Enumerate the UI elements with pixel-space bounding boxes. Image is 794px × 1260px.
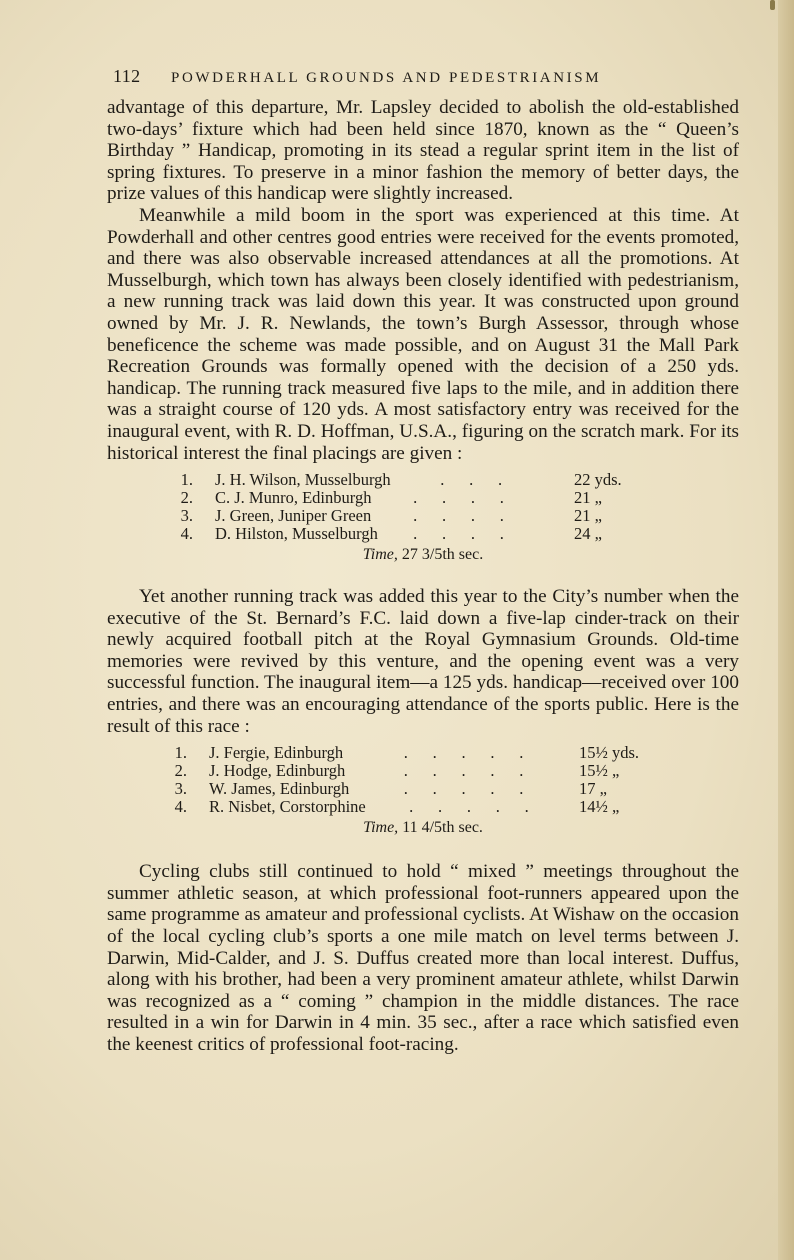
running-title: POWDERHALL GROUNDS AND PEDESTRIANISM <box>171 70 602 86</box>
result-time: Time, 11 4/5th sec. <box>363 819 483 837</box>
result-row: 1. J. H. Wilson, Musselburgh . . . 22 yds. <box>180 470 622 490</box>
result-time: Time, 27 3/5th sec. <box>362 546 484 564</box>
paragraph-2: Meanwhile a mild boom in the sport was experienced at this time. At Powderhall and other centres good entries were received for the events promoted, and there was also observable increased attendances at all the promotions. At Musselburgh, which town has always been closely identified with pedestrianism, a new running track was laid down this year. It was constructed upon ground owned by Mr. J. R. Newlands, the town’s Burgh Assessor, through whose beneficence the scheme was made possible, and on August 31 the Mall Park Recreation Grounds was formally opened with the decision of a 250 yds. handicap. The running track measured five laps to the mile, and in addition there was a straight course of 120 yds. A most satisfactory entry was received for the inaugural event, with R. D. Hoffman, U.S.A., figuring on the scratch mark. For its historical interest the final placings are given : <box>107 204 739 464</box>
result-row: 4. D. Hilston, Musselburgh . . . . 24 „ <box>180 524 602 544</box>
spacer <box>107 564 739 586</box>
result-row: 2. J. Hodge, Edinburgh . . . . . 15½ „ <box>174 761 620 781</box>
page-mark <box>770 0 775 10</box>
page-body <box>107 97 739 1056</box>
results-table-2 <box>107 744 739 837</box>
result-row: 3. W. James, Edinburgh . . . . . 17 „ <box>174 779 607 799</box>
result-row: 4. R. Nisbet, Corstorphine . . . . . 14½ „ <box>174 797 620 817</box>
page-number: 112 <box>113 66 141 86</box>
result-row: 3. J. Green, Juniper Green . . . . 21 „ <box>180 506 602 526</box>
result-row: 1. J. Fergie, Edinburgh . . . . . 15½ yds. <box>174 743 640 763</box>
paragraph-3: Yet another running track was added this year to the City’s number when the executive of the St. Bernard’s F.C. laid down a five-lap cinder-track on their newly acquired football pitch at the Royal Gymnasium Grounds. Old-time memories were revived by this venture, and the opening event was a very successful function. The inaugural item—a 125 yds. handicap—received over 100 entries, and there was an encouraging attendance of the sports public. Here is the result of this race : <box>107 586 739 737</box>
paragraph-4: Cycling clubs still continued to hold “ mixed ” meetings throughout the summer athletic season, at which professional foot-runners appeared upon the same programme as amateur and professional cyclists. At Wishaw on the occasion of the local cycling club’s sports a one mile match on level terms between J. Darwin, Mid-Calder, and J. S. Duffus created more than local interest. Duffus, along with his brother, had been a very prominent amateur athlete, whilst Darwin was recognized as a “ coming ” champion in the middle distances. The race resulted in a win for Darwin in 4 min. 35 sec., after a race which satisfied even the keenest critics of professional foot-racing. <box>107 861 739 1055</box>
paragraph-1: advantage of this departure, Mr. Lapsley decided to abolish the old-established two-days’ fixture which had been held since 1870, known as the “ Queen’s Birthday ” Handicap, promoting in its stead a regular sprint item in the list of spring fixtures. To preserve in a minor fashion the memory of better days, the prize values of this handicap were slightly increased. <box>107 97 739 205</box>
spacer <box>107 837 739 861</box>
page-edge <box>778 0 794 1260</box>
running-header <box>113 66 743 87</box>
result-row: 2. C. J. Munro, Edinburgh . . . . 21 „ <box>180 488 602 508</box>
results-table-1 <box>107 471 739 564</box>
